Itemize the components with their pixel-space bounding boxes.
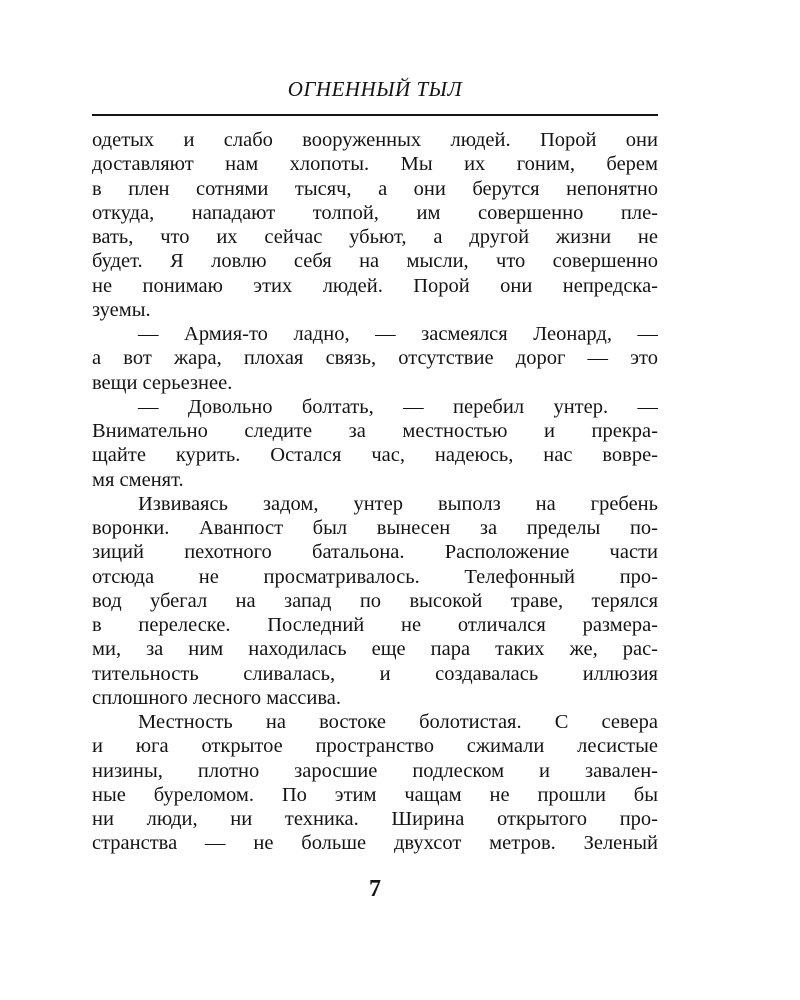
text-line: одетых и слабо вооруженных людей. Порой они bbox=[92, 129, 658, 151]
text-line: странства — не больше двухсот метров. Зеленый bbox=[92, 832, 658, 855]
text-line: воронки. Аванпост был вынесен за пределы по- bbox=[92, 517, 658, 539]
text-line: Извиваясь задом, унтер выполз на гребень bbox=[138, 492, 658, 515]
text-line: вод убегал на запад по высокой траве, терялся bbox=[92, 589, 658, 612]
header-rule bbox=[92, 114, 658, 116]
text-line: не понимаю этих людей. Порой они непредска- bbox=[92, 274, 658, 297]
text-line: а вот жара, плохая связь, отсутствие дорог — это bbox=[92, 347, 658, 370]
text-line: низины, плотно заросшие подлеском и завален- bbox=[92, 759, 658, 782]
text-line: в плен сотнями тысяч, а они берутся непонятно bbox=[92, 177, 658, 200]
text-line: ми, за ним находилась еще пара таких же, рас- bbox=[92, 638, 658, 661]
page-number: 7 bbox=[369, 876, 381, 902]
text-line: будет. Я ловлю себя на мысли, что совершенно bbox=[92, 250, 658, 273]
text-line: Местность на востоке болотистая. С севера bbox=[138, 711, 658, 733]
text-line: щайте курить. Остался час, надеюсь, нас вовре- bbox=[92, 444, 658, 467]
body-text bbox=[92, 128, 658, 856]
text-line: вать, что их сейчас убьют, а другой жизни не bbox=[92, 226, 658, 248]
text-line: тительность сливалась, и создавалась иллюзия bbox=[92, 662, 658, 685]
text-line: ные буреломом. По этим чащам не прошли бы bbox=[92, 783, 658, 806]
text-line: и юга открытое пространство сжимали лесистые bbox=[92, 735, 658, 758]
text-line: зиций пехотного батальона. Расположение части bbox=[92, 541, 658, 564]
text-line: сплошного лесного массива. bbox=[92, 686, 341, 709]
text-line: ни люди, ни техника. Ширина открытого про- bbox=[92, 808, 658, 830]
text-line: Внимательно следите за местностью и прекра- bbox=[92, 420, 658, 442]
text-line: доставляют нам хлопоты. Мы их гоним, берем bbox=[92, 153, 658, 176]
text-line: отсюда не просматривалось. Телефонный про- bbox=[92, 565, 658, 588]
text-line: вещи серьезнее. bbox=[92, 371, 233, 394]
running-title: ОГНЕННЫЙ ТЫЛ bbox=[287, 77, 463, 101]
text-line: — Армия-то ладно, — засмеялся Леонард, — bbox=[138, 323, 658, 345]
text-line: зуемы. bbox=[92, 298, 151, 321]
text-line: в перелеске. Последний не отличался размера- bbox=[92, 614, 658, 636]
text-line: откуда, нападают толпой, им совершенно пле- bbox=[92, 201, 658, 224]
text-line: мя сменят. bbox=[92, 468, 184, 491]
text-line: — Довольно болтать, — перебил унтер. — bbox=[138, 395, 658, 418]
